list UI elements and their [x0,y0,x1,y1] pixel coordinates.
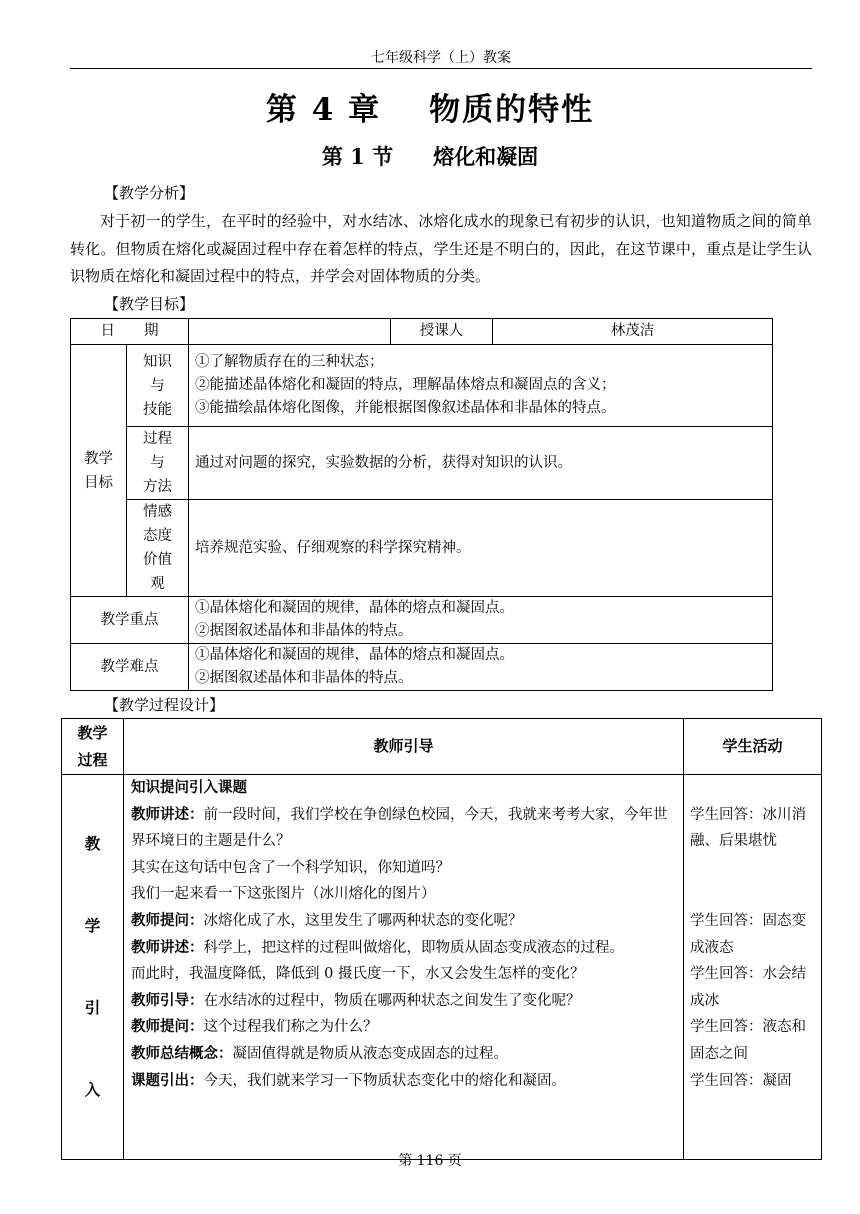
section-title [0,141,860,171]
date-label: 日 期 [71,319,189,345]
guide-line: 教师讲述：前一段时间，我们学校在争创绿色校园，今天，我就来考考大家，今年世界环境日的主题是什么？ [131,806,668,850]
guide-line: 课题引出：今天，我们就来学习一下物质状态变化中的熔化和凝固。 [131,1072,566,1089]
student-activity-header: 学生活动 [684,719,822,775]
page-number: 第 116 页 [398,1153,462,1169]
attitude-label: 情感 态度 价值 观 [127,500,189,597]
student-answer: 学生回答：水会结成冰 [690,966,806,1009]
process-heading: 【教学过程设计】 [104,696,225,714]
goals-table [70,318,773,691]
guide-line: 教师讲述：科学上，把这样的过程叫做熔化，即物质从固态变成液态的过程。 [131,939,624,956]
difficulty-label: 教学难点 [71,644,189,691]
header-rule [70,68,812,69]
student-answer: 学生回答：冰川消融、后果堪忧 [690,806,806,850]
guide-line: 教师提问：冰熔化成了水，这里发生了哪两种状态的变化呢？ [131,912,523,929]
guide-line: 其实在这句话中包含了一个科学知识，你知道吗？ [131,859,450,876]
guide-line: 而此时，我温度降低，降低到 0 摄氏度一下，水又会发生怎样的变化？ [131,966,585,983]
process-method-label: 过程 与 方法 [127,427,189,500]
guide-line: 教师总结概念：凝固值得就是物质从液态变成固态的过程。 [131,1045,508,1062]
student-answer: 学生回答：液态和固态之间 [690,1019,806,1062]
knowledge-skill-label: 知识 与 技能 [127,345,189,427]
attitude-content: 培养规范实验、仔细观察的科学探究精神。 [189,500,773,597]
teacher-label: 授课人 [391,319,493,345]
teacher-value: 林茂洁 [493,319,773,345]
key-points-label: 教学重点 [71,597,189,644]
analysis-paragraph: 对于初一的学生，在平时的经验中，对水结冰、冰熔化成水的现象已有初步的认识，也知道物质之间的简单转化。但物质在熔化或凝固过程中存在着怎样的特点，学生还是不明白的，因此，在这节课中，重点是让学生认识物质在熔化和凝固过程中的特点，并学会对固体物质的分类。 [70,212,812,285]
goal-label: 教学 目标 [71,345,127,597]
guide-line: 教师引导：在水结冰的过程中，物质在哪两种状态之间发生了变化呢？ [131,992,581,1009]
page-header: 七年级科学（上）教案 [371,50,511,66]
analysis-heading: 【教学分析】 [104,184,195,202]
key-points-content: ①晶体熔化和凝固的规律，晶体的熔点和凝固点。 ②据图叙述晶体和非晶体的特点。 [189,597,773,644]
student-activity-content [684,775,822,1160]
chapter-name: 物质的特性 [429,92,595,128]
student-answer: 学生回答：凝固 [690,1072,792,1089]
guide-line: 我们一起来看一下这张图片（冰川熔化的图片） [131,886,436,903]
teacher-guide-content [124,775,684,1160]
topic-title: 知识提问引入课题 [131,780,247,796]
teacher-guide-header: 教师引导 [124,719,684,775]
process-method-content: 通过对问题的探究，实验数据的分析，获得对知识的认识。 [189,427,773,500]
knowledge-skill-content: ①了解物质存在的三种状态； ②能描述晶体熔化和凝固的特点，理解晶体熔点和凝固点的含义； ③能描绘晶体熔化图像，并能根据图像叙述晶体和非晶体的特点。 [189,345,773,427]
section-name: 熔化和凝固 [433,144,539,169]
date-value [189,319,391,345]
process-col-header: 教学 过程 [62,719,124,775]
process-table [61,718,822,1160]
guide-line: 教师提问：这个过程我们称之为什么？ [131,1019,378,1036]
chapter-number: 第 4 章 [265,92,382,128]
goals-heading: 【教学目标】 [104,295,195,313]
chapter-title [0,84,860,129]
student-answer: 学生回答：固态变成液态 [690,912,806,956]
difficulty-content: ①晶体熔化和凝固的规律，晶体的熔点和凝固点。 ②据图叙述晶体和非晶体的特点。 [189,644,773,691]
section-number: 第 1 节 [321,144,394,169]
stage-label: 教 学 引 入 [62,775,124,1160]
